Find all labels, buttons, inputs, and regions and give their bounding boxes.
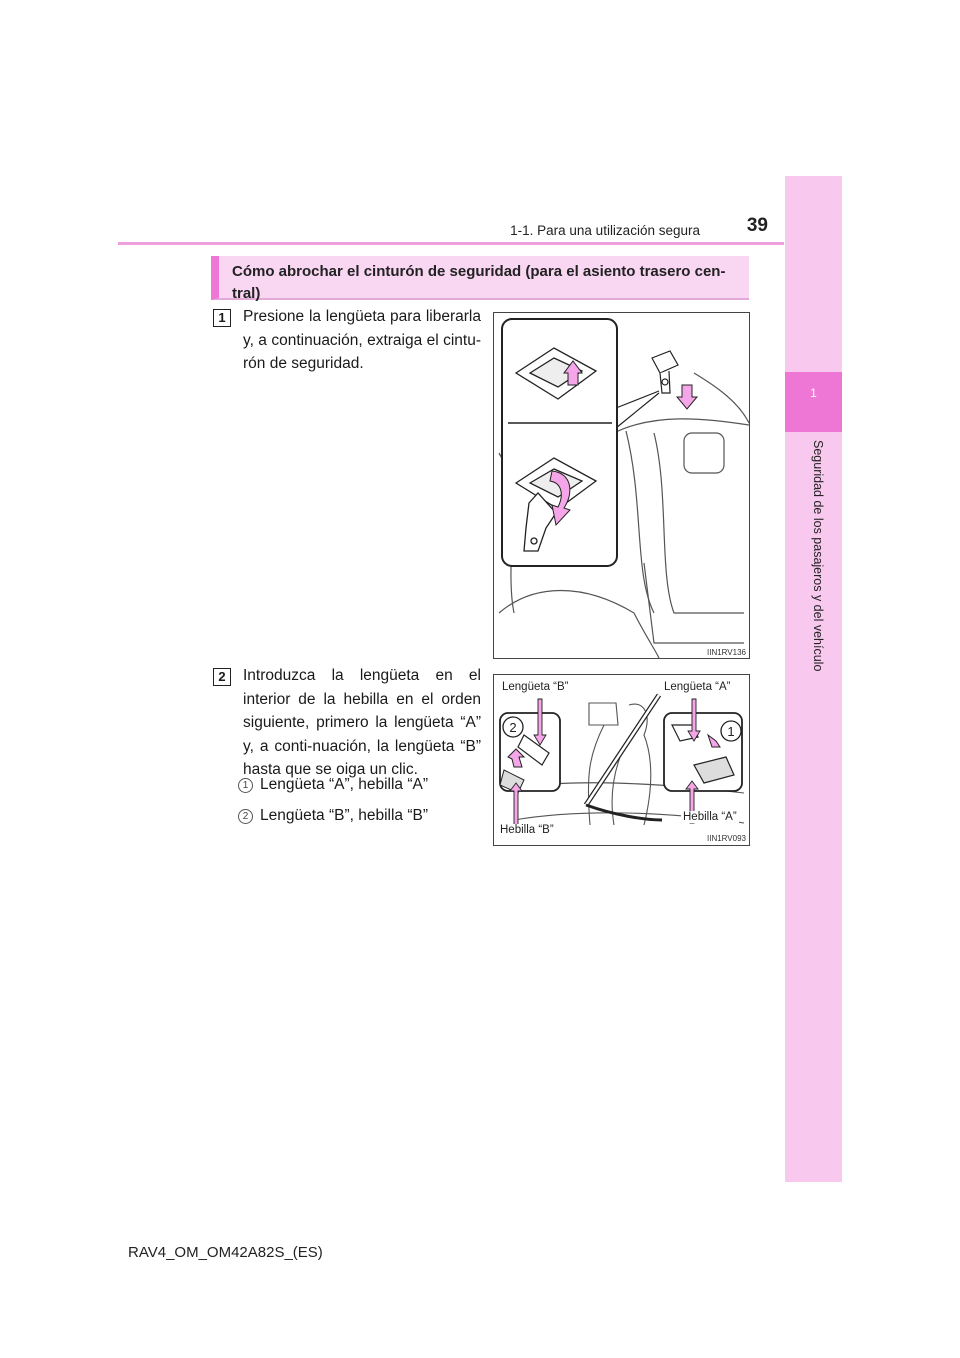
chapter-title: Seguridad de los pasajeros y del vehículo [811,440,825,672]
sub-item-2-text: Lengüeta “B”, hebilla “B” [260,807,429,824]
chapter-number: 1 [810,386,817,400]
marker-1: 1 [727,724,735,739]
sub-item-1-text: Lengüeta “A”, hebilla “A” [260,776,429,793]
figure-2-code: IIN1RV093 [707,834,746,843]
figure-1-code: IIN1RV136 [707,648,746,657]
step-1-text: Presione la lengüeta para liberarla y, a continuación, extraiga el cintu-rón de seguridad. [243,308,481,372]
step-2-text: Introduzca la lengüeta en el interior de la hebilla en el orden siguiente, primero la lengüeta “A” y, a conti-nuación, la lengüeta “B” hasta que se oiga un clic. [243,667,481,778]
sub-item-2-marker: 2 [238,809,253,824]
step-2-badge: 2 [213,668,231,686]
sub-item-1-marker: 1 [238,778,253,793]
figure-insert-tongues [493,674,750,846]
marker-2: 2 [509,720,517,735]
seat-belt-release-illustration [494,313,749,658]
manual-code: RAV4_OM_OM42A82S_(ES) [128,1244,323,1261]
callout-tongue-b: Lengüeta “B” [502,681,569,693]
callout-buckle-a: Hebilla “A” [683,811,737,823]
header-rule [118,242,784,245]
step-1-badge: 1 [213,309,231,327]
section-title: Cómo abrochar el cinturón de seguridad (para el asiento trasero cen-tral) [232,263,726,302]
chapter-tab-active[interactable] [785,372,842,432]
section-heading-box [211,256,749,300]
header-section-title: 1-1. Para una utilización segura [510,223,700,238]
page-number: 39 [746,215,768,236]
callout-tongue-a: Lengüeta “A” [664,681,731,693]
figure-release-tongue [493,312,750,659]
callout-buckle-b: Hebilla “B” [500,824,554,836]
